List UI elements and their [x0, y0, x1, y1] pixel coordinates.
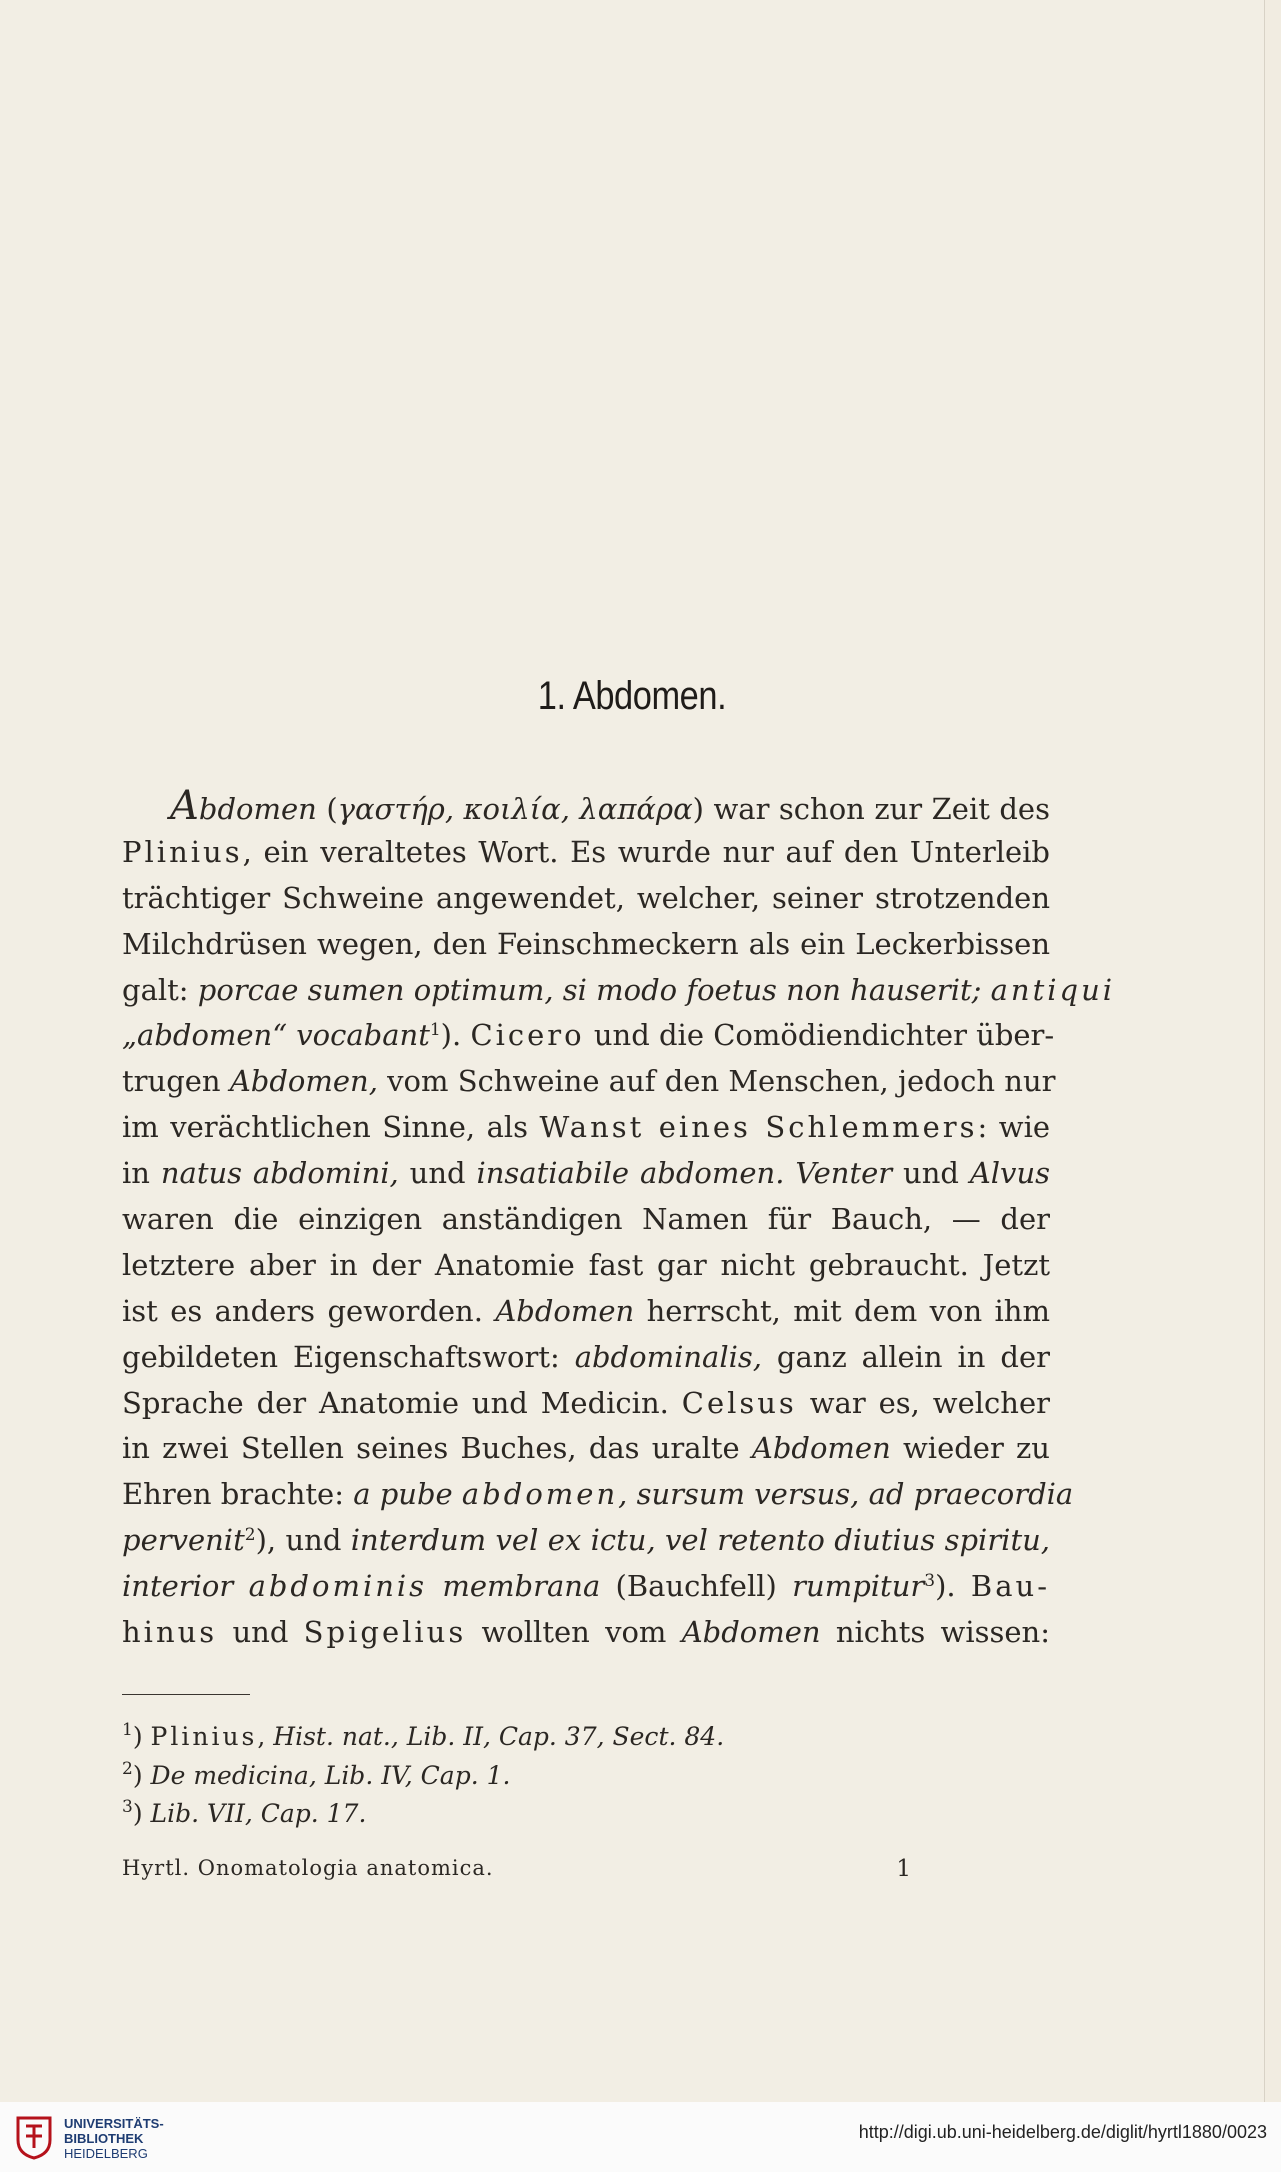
text-run: vom Schweine auf den Menschen, jedoch nur — [377, 1064, 1056, 1099]
text-line — [122, 876, 1050, 922]
text-run: , ein veraltetes Wort. Es wurde nur auf den Unterleib — [242, 834, 1050, 869]
text-run: 2 — [244, 1525, 256, 1546]
footnote-run: Hist. nat., Lib. II, Cap. 37, Sect. 84. — [273, 1722, 725, 1751]
text-run: ) war schon zur Zeit des — [692, 792, 1050, 826]
footnote-run: 2 — [122, 1758, 133, 1779]
text-run: γαστήρ, κοιλία, λαπάρα — [337, 792, 693, 826]
text-line — [122, 830, 1050, 876]
text-run: ( — [316, 792, 338, 826]
footnote-run: De medicina, Lib. IV, Cap. 1. — [150, 1760, 511, 1790]
text-run: Celsus — [681, 1385, 797, 1420]
text-run: ), und — [255, 1523, 351, 1558]
footnote-run: 3 — [122, 1797, 133, 1817]
text-run: pervenit — [122, 1523, 245, 1558]
text-line — [122, 1381, 1050, 1427]
text-run: in zwei Stellen seines Buches, das uralte — [122, 1431, 752, 1466]
text-run: waren die einzigen anständigen Namen für Bauch, — der — [122, 1202, 1050, 1237]
text-run: Wanst eines Schlemmers — [539, 1110, 978, 1145]
footnotes — [122, 1718, 942, 1834]
text-line — [122, 1472, 1074, 1518]
digitization-footer — [0, 2102, 1281, 2172]
running-footer-text: Hyrtl. Onomatologia anatomica. — [122, 1856, 494, 1880]
text-run: und — [892, 1156, 970, 1191]
text-run: 3 — [924, 1571, 936, 1592]
footnote-run: ) — [132, 1760, 151, 1790]
text-run: , sursum versus, ad praecordia — [618, 1477, 1074, 1512]
body-text — [122, 783, 1116, 1656]
text-line — [122, 1105, 1050, 1151]
text-run: abdomen — [461, 1477, 619, 1512]
footnote — [122, 1757, 942, 1796]
text-line — [122, 922, 1050, 968]
text-run: in — [122, 1156, 161, 1191]
text-run: ). — [440, 1018, 471, 1053]
text-run: Plinius — [122, 834, 243, 869]
text-run: (Bauchfell) — [600, 1569, 793, 1604]
footnote-run: 1 — [122, 1720, 133, 1740]
footnote-rule — [122, 1694, 250, 1695]
text-run: herrscht, mit dem von ihm — [634, 1293, 1050, 1328]
text-run: hinus — [122, 1615, 218, 1650]
text-run: antiqui — [990, 972, 1116, 1007]
text-run: Milchdrüsen wegen, den Feinschmeckern als ein Leckerbissen — [122, 926, 1050, 961]
text-run: Sprache der Anatomie und Medicin. — [122, 1385, 682, 1420]
text-run: ganz allein in der — [761, 1339, 1050, 1374]
footnote — [122, 1795, 942, 1834]
text-run: und die Comödiendichter über- — [584, 1018, 1055, 1053]
text-run: galt: — [122, 972, 198, 1007]
source-url-link[interactable]: http://digi.ub.uni-heidelberg.de/diglit/hyrtl1880/0023 — [858, 2122, 1267, 2142]
text-run: natus abdomini, — [160, 1156, 399, 1191]
text-run: porcae sumen optimum, si modo foetus non hauserit; — [197, 972, 991, 1007]
text-run: und — [217, 1615, 304, 1650]
text-run: Abdomen, — [229, 1064, 378, 1099]
text-run: letztere aber in der Anatomie fast gar nicht gebraucht. Jetzt — [122, 1247, 1050, 1282]
text-run: Alvus — [969, 1156, 1051, 1191]
text-run: : wie — [977, 1110, 1051, 1145]
text-run: nichts wissen: — [820, 1615, 1050, 1650]
text-line — [122, 1289, 1050, 1335]
text-run: rumpitur — [792, 1569, 925, 1604]
text-run: Abdomen — [495, 1293, 635, 1328]
footnote — [122, 1718, 942, 1757]
footnote-run: Plinius — [150, 1722, 258, 1751]
text-run — [784, 1156, 795, 1190]
text-line — [122, 1335, 1050, 1381]
text-run: trugen — [122, 1064, 230, 1099]
text-run: A — [170, 783, 199, 829]
text-run: im verächtlichen Sinne, als — [122, 1110, 540, 1145]
text-line — [122, 968, 1116, 1014]
page-title: 1. Abdomen. — [537, 674, 727, 718]
footnote-run: , — [257, 1722, 274, 1751]
text-line — [122, 1518, 1050, 1564]
text-run: bdomen — [198, 792, 317, 826]
text-run: abdominis — [248, 1569, 428, 1604]
text-run: abdominalis, — [574, 1339, 762, 1374]
text-run: a pube — [353, 1477, 462, 1512]
text-line — [122, 784, 1050, 830]
text-run: Cicero — [470, 1018, 585, 1053]
text-line — [122, 1564, 1050, 1610]
footnote-run: Lib. VII, Cap. 17. — [150, 1799, 367, 1828]
text-run: interdum vel ex ictu, vel retento diutius spiritu, — [350, 1523, 1051, 1558]
text-line — [122, 1610, 1050, 1656]
text-run: wieder zu — [890, 1431, 1050, 1466]
library-name: UNIVERSITÄTS- BIBLIOTHEK HEIDELBERG — [64, 2116, 164, 2161]
text-run: „abdomen“ vocabant — [122, 1018, 430, 1053]
text-line — [122, 1059, 1056, 1105]
university-seal-icon — [14, 2114, 54, 2160]
text-line — [122, 1426, 1050, 1472]
text-run: Bau- — [970, 1569, 1050, 1604]
text-run: Ehren brachte: — [122, 1477, 354, 1512]
footnote-run: ) — [132, 1722, 151, 1751]
text-run: ist es anders geworden. — [122, 1293, 496, 1328]
text-run: Spigelius — [303, 1615, 467, 1650]
text-line — [122, 1197, 1050, 1243]
text-run: interior — [122, 1569, 249, 1604]
text-run: wollten vom — [466, 1615, 682, 1650]
text-run: und — [398, 1156, 477, 1191]
text-run: trächtiger Schweine angewendet, welcher, seiner strotzenden — [122, 880, 1050, 915]
text-run: insatiabile abdomen. — [476, 1156, 785, 1191]
text-run: Abdomen — [681, 1615, 821, 1650]
text-run: membrana — [427, 1569, 601, 1604]
text-run: Venter — [795, 1156, 893, 1191]
text-run: gebildeten Eigenschaftswort: — [122, 1339, 575, 1374]
text-run: 1 — [429, 1020, 441, 1041]
text-run: Abdomen — [751, 1431, 891, 1466]
text-line — [122, 1013, 1055, 1059]
text-run: ). — [935, 1569, 971, 1604]
text-line — [122, 1243, 1050, 1289]
text-line — [122, 1151, 1050, 1197]
footnote-run: ) — [132, 1799, 151, 1828]
page-number: 1 — [896, 1856, 912, 1882]
text-run: war es, welcher — [796, 1385, 1050, 1420]
running-footer — [122, 1856, 912, 1880]
